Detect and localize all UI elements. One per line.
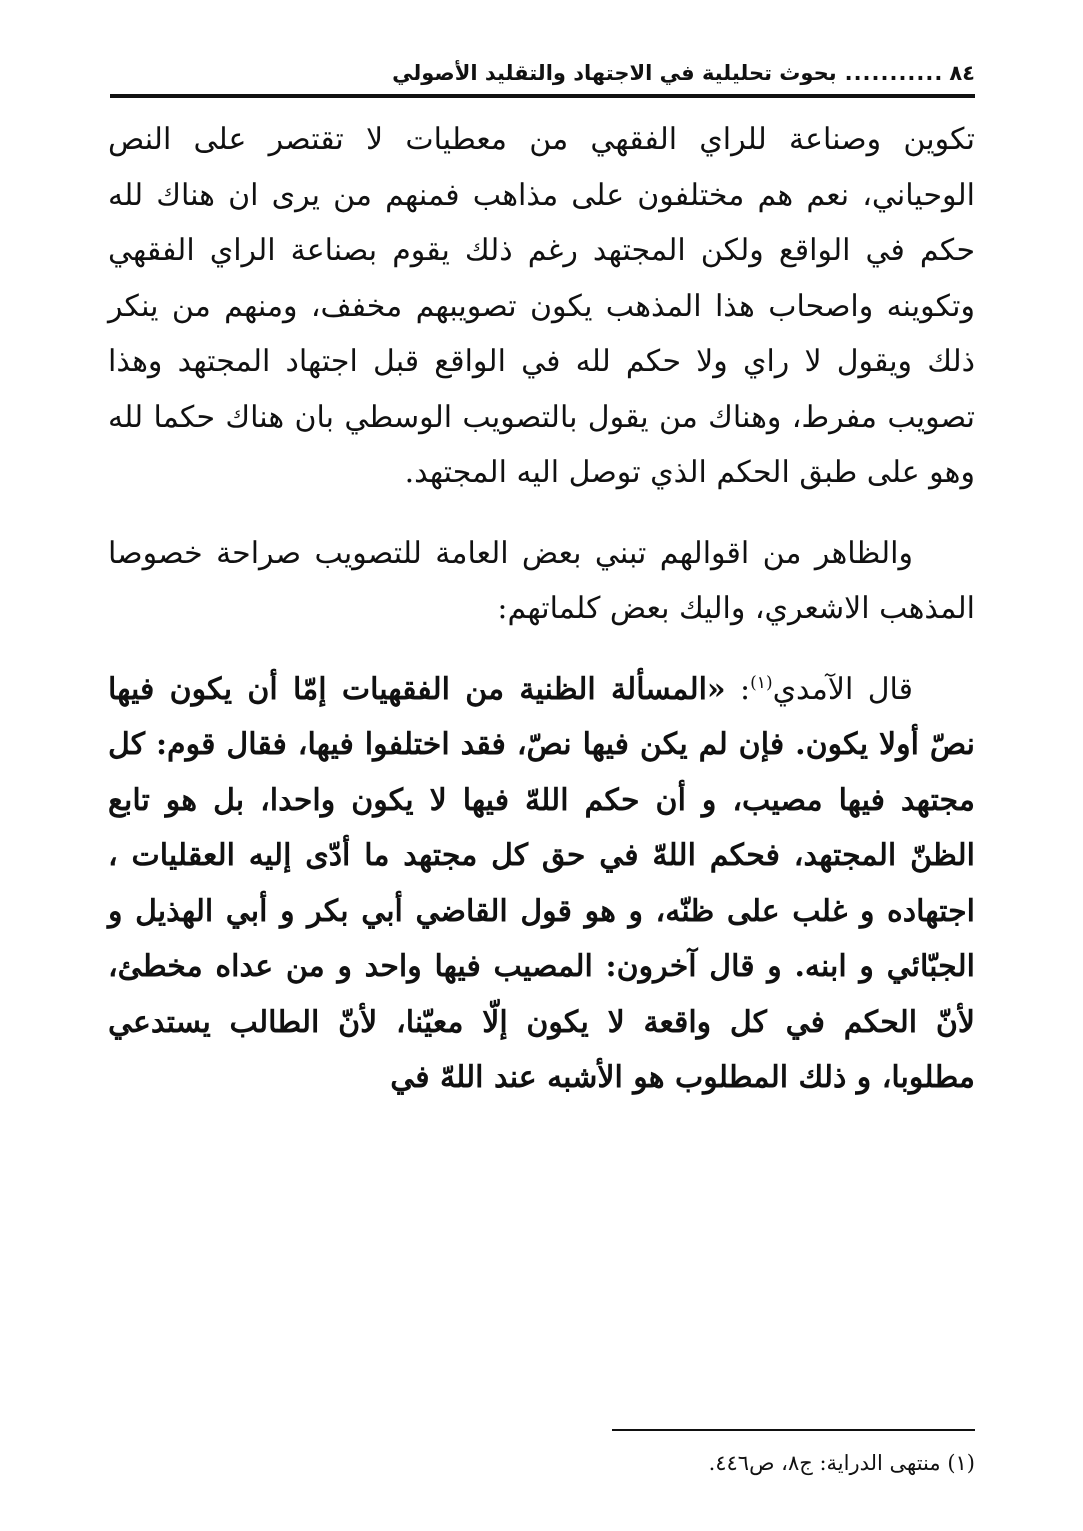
header-leader-dots: ...........: [844, 61, 944, 85]
page-number: ٨٤: [949, 61, 975, 85]
paragraph-1: تكوين وصناعة للراي الفقهي من معطيات لا تقتصر على النص الوحياني، نعم هم مختلفون على مذاهب فمنهم من يرى ان هناك لله حكم في الواقع ولكن المجتهد رغم ذلك يقوم بصناعة الراي الفقهي وتكوينه واصحاب هذا المذهب يكون تصويبهم مخفف، ومنهم من ينكر ذلك ويقول لا راي ولا حكم لله في الواقع قبل اجتهاد المجتهد وهذا تصويب مفرط، وهناك من يقول بالتصويب الوسطي بان هناك حكما لله وهو على طبق الحكم الذي توصل اليه المجتهد.: [108, 122, 975, 490]
quotation-paragraph: [108, 662, 975, 1106]
book-title: بحوث تحليلية في الاجتهاد والتقليد الأصولي: [392, 61, 837, 85]
footnote-reference[interactable]: (١): [750, 672, 773, 693]
paragraph-2: والظاهر من اقوالهم تبني بعض العامة للتصويب صراحة خصوصا المذهب الاشعري، واليك بعض كلماتهم:: [108, 535, 975, 626]
quote-attribution: قال الآمدي: [772, 671, 913, 707]
running-header: [110, 52, 975, 98]
quote-text: «المسألة الظنية من الفقهيات إمّا أن يكون فيها نصّ أولا يكون. فإن لم يكن فيها نصّ، فقد اختلفوا فيها، فقال قوم: كل مجتهد فيها مصيب، و أن حكم اللهّ فيها لا يكون واحدا، بل هو تابع الظنّ المجتهد، فحكم اللهّ في حق كل مجتهد ما أدّى إليه العقليات ، اجتهاده و غلب على ظنّه، و هو قول القاضي أبي بكر و أبي الهذيل و الجبّائي و ابنه. و قال آخرون: المصيب فيها واحد و من عداه مخطئ، لأنّ الحكم في كل واقعة لا يكون إلّا معيّنا، لأنّ الطالب يستدعي مطلوبا، و ذلك المطلوب هو الأشبه عند اللهّ في: [108, 671, 975, 1095]
footnote-divider: [612, 1429, 975, 1431]
footnote: (١) منتهى الدراية: ج٨، ص٤٤٦.: [708, 1451, 975, 1475]
main-text: [108, 112, 975, 1106]
quote-separator: :: [725, 671, 751, 707]
